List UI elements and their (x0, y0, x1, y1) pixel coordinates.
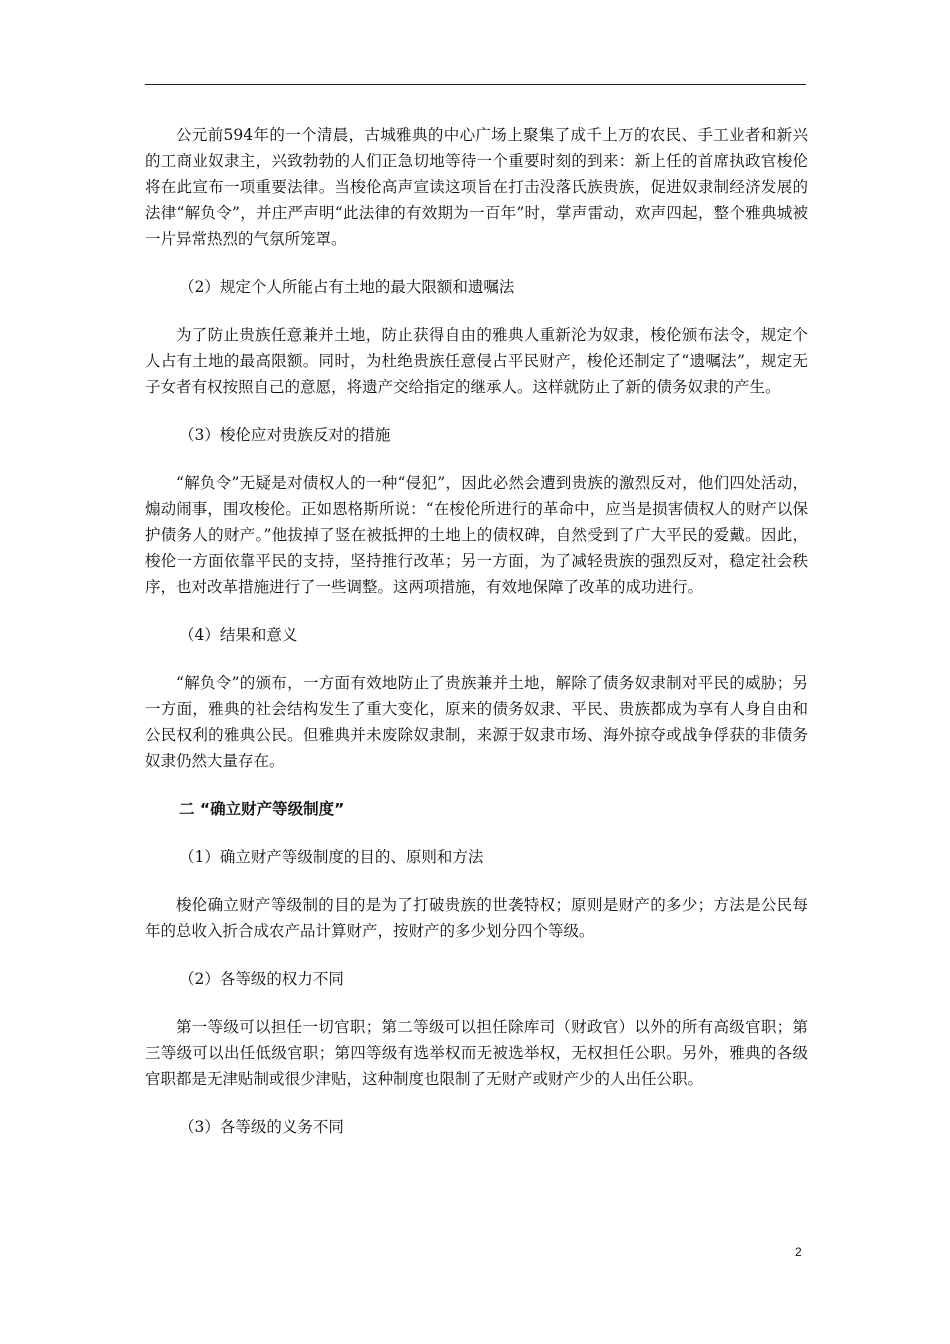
subheading-duties: （3）各等级的义务不同 (179, 1118, 344, 1136)
paragraph-athens-morning: 公元前594年的一个清晨，古城雅典的中心广场上聚集了成千上万的农民、手工业者和新兴的工商业奴隶主，兴致勃勃的人们正急切地等待一个重要时刻的到来：新上任的首席执政官梭伦将在此宣布一项重要法律。当梭伦高声宣读这项旨在打击没落氏族贵族，促进奴隶制经济发展的法律“解负令”，并庄严声明“此法律的有效期为一百年”时，掌声雷动，欢声四起，整个雅典城被一片异常热烈的气氛所笼罩。 (145, 126, 808, 248)
paragraph-noble-opposition: “解负令”无疑是对债权人的一种“侵犯”，因此必然会遭到贵族的激烈反对，他们四处活动，煽动闹事，围攻梭伦。正如恩格斯所说：“在梭伦所进行的革命中，应当是损害债权人的财产以保护债务人的财产。”他拔掉了竖在被抵押的土地上的债权碑，自然受到了广大平民的爱戴。因此，梭伦一方面依靠平民的支持，坚持推行改革；另一方面，为了减轻贵族的强烈反对，稳定社会秩序，也对改革措施进行了一些调整。这两项措施，有效地保障了改革的成功进行。 (145, 474, 808, 596)
subheading-land-limit: （2）规定个人所能占有土地的最大限额和遗嘱法 (179, 278, 515, 296)
paragraph-results: “解负令”的颁布，一方面有效地防止了贵族兼并土地，解除了债务奴隶制对平民的威胁；另一方面，雅典的社会结构发生了重大变化，原来的债务奴隶、平民、贵族都成为享有人身自由和公民权利的雅典公民。但雅典并未废除奴隶制，来源于奴隶市场、海外掠夺或战争俘获的非债务奴隶仍然大量存在。 (145, 674, 808, 770)
page-number: 2 (795, 1245, 802, 1259)
subheading-noble-opposition: （3）梭伦应对贵族反对的措施 (179, 426, 391, 444)
document-body (145, 122, 808, 1162)
subheading-rights: （2）各等级的权力不同 (179, 970, 344, 988)
paragraph-purpose: 梭伦确立财产等级制的目的是为了打破贵族的世袭特权；原则是财产的多少；方法是公民每年的总收入折合成农产品计算财产，按财产的多少划分四个等级。 (145, 896, 808, 940)
subheading-results: （4）结果和意义 (179, 626, 298, 644)
subheading-purpose: （1）确立财产等级制度的目的、原则和方法 (179, 848, 484, 866)
section-heading-property-classes: 二 “确立财产等级制度” (179, 800, 345, 818)
paragraph-land-limit: 为了防止贵族任意兼并土地，防止获得自由的雅典人重新沦为奴隶，梭伦颁布法令，规定个人占有土地的最高限额。同时，为杜绝贵族任意侵占平民财产，梭伦还制定了“遗嘱法”，规定无子女者有权按照自己的意愿，将遗产交给指定的继承人。这样就防止了新的债务奴隶的产生。 (145, 326, 808, 396)
paragraph-rights: 第一等级可以担任一切官职；第二等级可以担任除库司（财政官）以外的所有高级官职；第三等级可以出任低级官职；第四等级有选举权而无被选举权，无权担任公职。另外，雅典的各级官职都是无津贴制或很少津贴，这种制度也限制了无财产或财产少的人出任公职。 (145, 1018, 808, 1088)
header-rule (145, 84, 806, 85)
